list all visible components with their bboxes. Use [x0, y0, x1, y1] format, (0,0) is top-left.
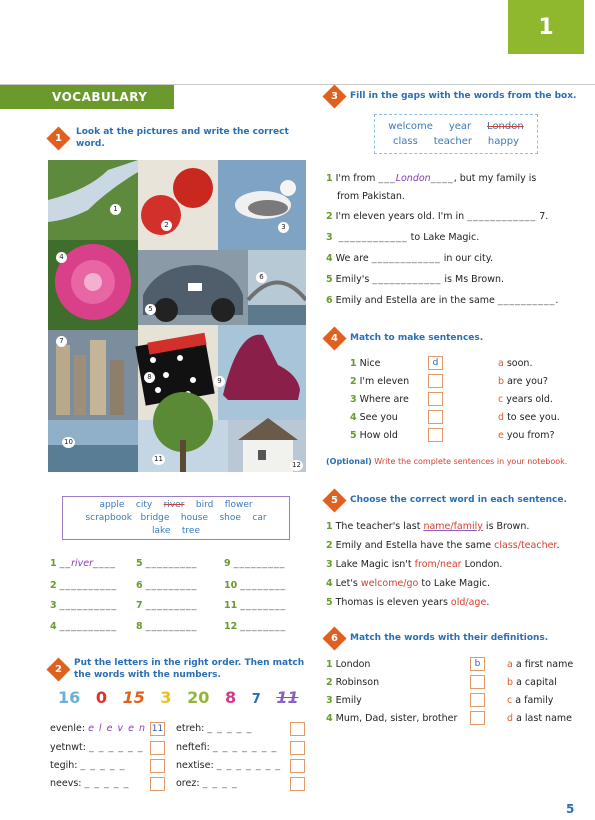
exercise-4-number: 4: [331, 333, 338, 344]
word-bird: bird: [195, 500, 214, 510]
ex4-right-c: c years old.: [498, 394, 553, 405]
answer-line-7[interactable]: 7 _________: [136, 600, 198, 611]
exercise-3-word-box: [374, 114, 538, 154]
exercise-2-title-line1: Put the letters in the right order. Then match: [74, 658, 305, 668]
ex4-left-4: 4 See you: [350, 412, 398, 423]
unit-number-tab: [508, 0, 584, 54]
exercise-1-word-box: [62, 496, 290, 540]
ex5-sentence-2[interactable]: 2 Emily and Estella have the same class/teacher.: [326, 540, 560, 551]
word-box-row-1: [67, 499, 285, 512]
exercise-1-number: 1: [55, 133, 62, 144]
ex4-left-5: 5 How old: [350, 430, 398, 441]
photo-label-10: 10: [62, 437, 75, 448]
word-london: London: [487, 121, 524, 132]
ex3-sentence-3[interactable]: 3 ____________ to Lake Magic.: [326, 232, 480, 243]
exercise-6-title: Match the words with their definitions.: [350, 633, 549, 643]
number-20: 20: [187, 688, 210, 707]
photo-label-3: 3: [278, 222, 289, 233]
ex6-left-4: 4 Mum, Dad, sister, brother: [326, 713, 458, 724]
answer-line-11[interactable]: 11 ________: [224, 600, 287, 611]
exercise-3-badge: [322, 84, 346, 108]
picture-collage: [48, 160, 306, 472]
answer-line-6[interactable]: 6 _________: [136, 580, 198, 591]
answer-line-12[interactable]: 12 ________: [224, 621, 287, 632]
ex5-sentence-1[interactable]: 1 The teacher's last name/family is Brown.: [326, 521, 530, 532]
ex3-box-row-2: [375, 134, 537, 149]
ex6-match-box-4[interactable]: [470, 711, 485, 725]
exercise-4-badge: [322, 326, 346, 350]
match-box-7[interactable]: [150, 777, 165, 791]
number-15: 15: [122, 688, 145, 707]
ex4-optional-note: (Optional) Write the complete sentences in your notebook.: [326, 457, 568, 466]
answer-line-9[interactable]: 9 _________: [224, 558, 286, 569]
exercise-3-title: Fill in the gaps with the words from the box.: [350, 91, 577, 101]
word-lake: lake: [151, 526, 171, 536]
word-tree: tree: [181, 526, 200, 536]
word-scrapbook: scrapbook: [85, 513, 132, 523]
page-number: 5: [566, 802, 575, 816]
match-box-6[interactable]: [290, 759, 305, 773]
scramble-row-3[interactable]: yetnwt: _ _ _ _ _ _: [50, 742, 144, 753]
ex6-right-a: a a first name: [507, 659, 574, 670]
photo-label-2: 2: [161, 220, 172, 231]
ex4-right-e: e you from?: [498, 430, 555, 441]
ex4-right-a: a soon.: [498, 358, 533, 369]
answer-line-4[interactable]: 4 __________: [50, 621, 118, 632]
word-bridge: bridge: [140, 513, 170, 523]
ex6-right-d: d a last name: [507, 713, 573, 724]
ex6-left-1: 1 London: [326, 659, 371, 670]
number-11: 11: [276, 688, 299, 707]
word-welcome: welcome: [388, 121, 433, 132]
match-box-4[interactable]: [290, 741, 305, 755]
scramble-row-5[interactable]: tegih: _ _ _ _ _: [50, 760, 126, 771]
answer-line-5[interactable]: 5 _________: [136, 558, 198, 569]
exercise-5-badge: [322, 488, 346, 512]
ex4-left-2: 2 I'm eleven: [350, 376, 410, 387]
exercise-1-title-line2: word.: [76, 139, 105, 149]
ex5-sentence-4[interactable]: 4 Let's welcome/go to Lake Magic.: [326, 578, 490, 589]
exercise-4-title: Match to make sentences.: [350, 333, 484, 343]
word-house: house: [180, 513, 209, 523]
match-box-1[interactable]: 11: [151, 724, 164, 734]
ex4-right-b: b are you?: [498, 376, 548, 387]
photo-label-8: 8: [144, 372, 155, 383]
exercise-1-title-line1: Look at the pictures and write the correct: [76, 127, 289, 137]
ex6-match-box-3[interactable]: [470, 693, 485, 707]
ex4-left-3: 3 Where are: [350, 394, 409, 405]
scramble-row-2[interactable]: etreh: _ _ _ _ _: [176, 723, 253, 734]
scramble-row-8[interactable]: orez: _ _ _ _: [176, 778, 238, 789]
number-3: 3: [160, 688, 172, 707]
ex5-sentence-3[interactable]: 3 Lake Magic isn't from/near London.: [326, 559, 503, 570]
ex6-right-b: b a capital: [507, 677, 557, 688]
word-apple: apple: [99, 500, 125, 510]
number-0: 0: [95, 688, 107, 707]
photo-label-5: 5: [145, 304, 156, 315]
answer-line-8[interactable]: 8 _________: [136, 621, 198, 632]
exercise-2-badge: [46, 657, 70, 681]
answer-1-text: river: [71, 558, 94, 569]
word-flower: flower: [224, 500, 253, 510]
match-box-5[interactable]: [150, 759, 165, 773]
exercise-3-number: 3: [331, 91, 338, 102]
ex4-match-box-5[interactable]: [428, 428, 443, 442]
ex3-box-row-1: [375, 119, 537, 134]
word-happy: happy: [487, 136, 520, 147]
word-box-row-2: [67, 512, 285, 525]
word-river: river: [163, 500, 185, 510]
exercise-2-number: 2: [55, 664, 62, 675]
ex6-left-2: 2 Robinson: [326, 677, 380, 688]
number-7: 7: [251, 692, 261, 707]
photo-label-1: 1: [110, 204, 121, 215]
exercise-6-badge: [322, 626, 346, 650]
word-city: city: [135, 500, 153, 510]
exercise-2-title-line2: the words with the numbers.: [74, 670, 221, 680]
scramble-row-1[interactable]: [50, 723, 146, 734]
exercise-5-title: Choose the correct word in each sentence.: [350, 495, 567, 505]
ex4-right-d: d to see you.: [498, 412, 560, 423]
ex6-match-box-1[interactable]: b: [470, 657, 485, 671]
answer-line-1[interactable]: 1 __river____: [50, 558, 117, 569]
unscrambled-answer-1: e l e v e n: [88, 723, 146, 734]
word-shoe: shoe: [219, 513, 241, 523]
match-box-8[interactable]: [290, 777, 305, 791]
ex4-left-1: 1 Nice: [350, 358, 381, 369]
photo-label-7: 7: [56, 336, 67, 347]
exercise-1-instructions: [76, 126, 289, 150]
ex3-sentence-4[interactable]: 4 We are ____________ in our city.: [326, 253, 494, 264]
scramble-row-6[interactable]: nextise: _ _ _ _ _ _ _: [176, 760, 282, 771]
ex6-match-box-2[interactable]: [470, 675, 485, 689]
number-8: 8: [224, 688, 237, 707]
scramble-row-4[interactable]: neftefi: _ _ _ _ _ _ _: [176, 742, 278, 753]
word-teacher: teacher: [433, 136, 473, 147]
ex4-match-box-1[interactable]: d: [428, 356, 443, 370]
ex4-match-box-2[interactable]: [428, 374, 443, 388]
ex3-sentence-6[interactable]: 6 Emily and Estella are in the same __________.: [326, 295, 559, 306]
exercise-1-badge: [46, 126, 70, 150]
photo-label-6: 6: [256, 272, 267, 283]
ex3-answer-1: London: [395, 173, 431, 184]
word-year: year: [448, 121, 472, 132]
exercise-2-instructions: [74, 657, 304, 681]
ex3-sentence-1-cont: from Pakistan.: [337, 191, 405, 202]
photo-label-9: 9: [214, 376, 225, 387]
scrambled-word-1: evenle:: [50, 723, 86, 734]
photo-label-4: 4: [56, 252, 67, 263]
photo-label-11: 11: [152, 454, 165, 465]
collage-image: [48, 160, 306, 472]
section-title: VOCABULARY: [52, 90, 148, 104]
word-box-row-3: [67, 525, 285, 538]
number-row: [58, 688, 299, 707]
ex6-right-c: c a family: [507, 695, 554, 706]
photo-label-12: 12: [290, 460, 303, 471]
ex3-sentence-2[interactable]: 2 I'm eleven years old. I'm in ____________ 7.: [326, 211, 549, 222]
number-16: 16: [58, 688, 81, 707]
match-box-2[interactable]: [290, 722, 305, 736]
word-class: class: [392, 136, 418, 147]
answer-line-3[interactable]: 3 __________: [50, 600, 118, 611]
answer-line-2[interactable]: 2 __________: [50, 580, 118, 591]
word-car: car: [252, 513, 267, 523]
ex5-sentence-5[interactable]: 5 Thomas is eleven years old/age.: [326, 597, 490, 608]
ex4-match-box-3[interactable]: [428, 392, 443, 406]
ex3-sentence-5[interactable]: 5 Emily's ____________ is Ms Brown.: [326, 274, 505, 285]
exercise-6-number: 6: [331, 633, 338, 644]
scramble-row-7[interactable]: neevs: _ _ _ _ _: [50, 778, 130, 789]
section-banner: [0, 85, 174, 109]
ex3-sentence-1[interactable]: 1 I'm from ___London____, but my family is: [326, 173, 537, 184]
ex6-left-3: 3 Emily: [326, 695, 362, 706]
match-box-3[interactable]: [150, 741, 165, 755]
exercise-5-number: 5: [331, 495, 338, 506]
answer-line-10[interactable]: 10 ________: [224, 580, 287, 591]
ex4-match-box-4[interactable]: [428, 410, 443, 424]
unit-number: 1: [538, 14, 554, 40]
